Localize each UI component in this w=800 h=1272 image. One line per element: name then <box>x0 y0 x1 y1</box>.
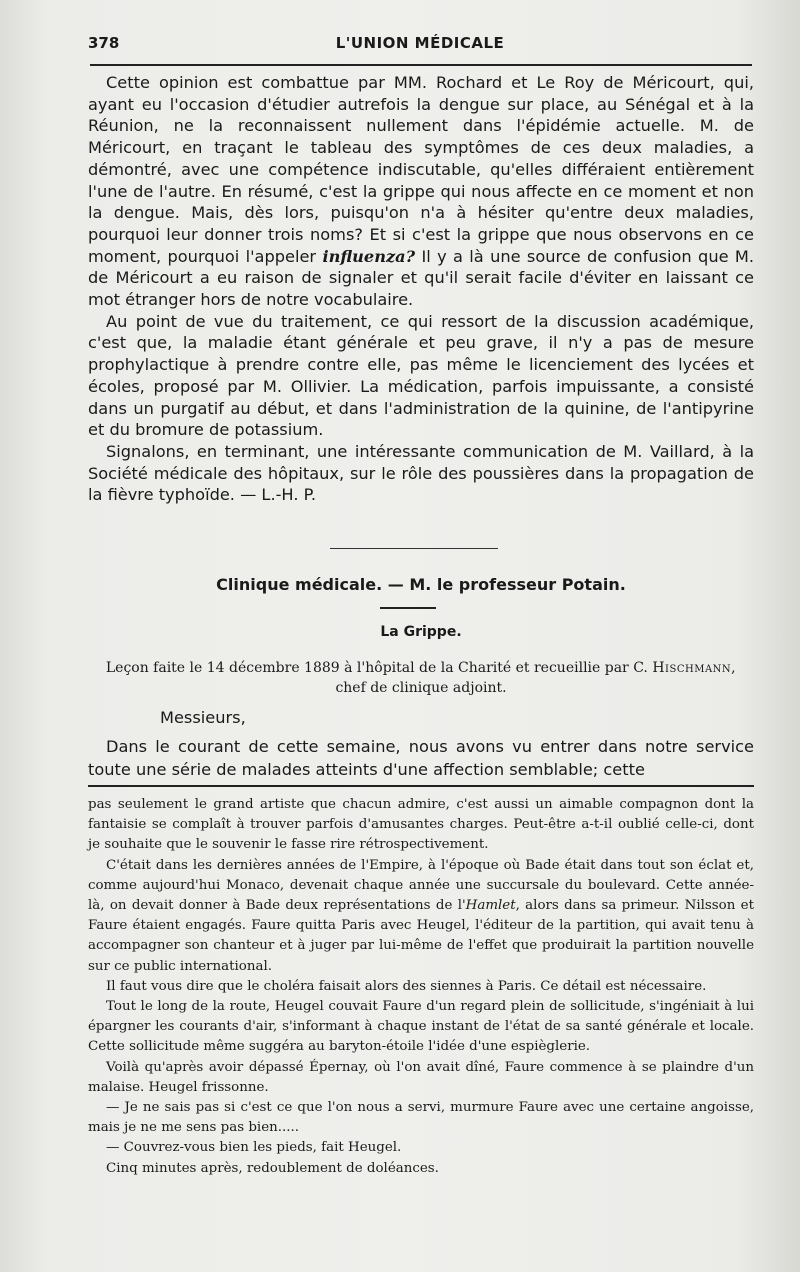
credit-text: Leçon faite le 14 décembre 1889 à l'hôpital de la Charité et recueillie par C. <box>105 660 653 676</box>
footnote-paragraph: Tout le long de la route, Heugel couvait Faure d'un regard plein de sollicitude, s'ingéniait à lui épargner les courants d'air, s'informant à chaque instant de l'état de sa santé générale et locale. Cette sollicitude même suggéra au baryton-étoile l'idée d'une espièglerie. <box>88 999 754 1055</box>
footnote-paragraph: — Je ne sais pas si c'est ce que l'on nous a servi, murmure Faure avec une certaine angoisse, mais je ne me sens pas bien..... <box>88 1100 754 1136</box>
footnote-paragraph: Cinq minutes après, redoublement de doléances. <box>106 1160 439 1176</box>
running-title: L'UNION MÉDICALE <box>335 34 505 52</box>
salutation: Messieurs, <box>160 708 246 727</box>
lecture-text <box>88 706 754 781</box>
lesson-title: La Grippe. <box>380 624 462 640</box>
italic-title: Hamlet <box>465 898 516 914</box>
paragraph-text: Cette opinion est combattue par MM. Rochard et Le Roy de Méricourt, qui, ayant eu l'occasion d'étudier autrefois la dengue sur place, au Sénégal et à la Réunion, ne la reconnaissent nullement dans l'épidémie actuelle. M. de Méricourt, en traçant le tableau des symptômes de ces deux maladies, a démontré, avec une compétence indiscutable, qu'elles différaient entièrement l'une de l'autre. En résumé, c'est la grippe qui nous affecte en ce moment et non la dengue. Mais, dès lors, puisqu'on n'a à hésiter qu'entre deux maladies, pourquoi leur donner trois noms? Et si c'est la grippe que nous observons en ce moment, pourquoi l'appeler <box>88 73 754 266</box>
separator-rule <box>330 548 498 549</box>
paragraph <box>88 72 754 311</box>
main-text <box>88 72 754 506</box>
header-rule <box>90 64 752 66</box>
footnote-paragraph <box>88 856 754 977</box>
paragraph: Au point de vue du traitement, ce qui ressort de la discussion académique, c'est que, la maladie étant générale et peu grave, il n'y a pas de mesure prophylactique à prendre contre elle, pas même le licenciement des lycées et écoles, proposé par M. Ollivier. La médication, parfois impuissante, a consisté dans un purgatif au début, et dans l'administration de la quinine, de l'antipyrine et du bromure de potassium. <box>88 311 754 440</box>
footnote-text: , alors dans sa primeur. Nilsson et Faure étaient engagés. Faure quitta Paris avec Heugel, l'éditeur de la partition, qui avait tenu à accompagner son chanteur et à juger par lui-même de l'effet que produirait la partition nouvelle sur ce public international. <box>88 898 754 974</box>
footnote-text: C'était dans les dernières années de l'Empire, à l'époque où Bade était dans tout son éclat et, comme aujourd'hui Monaco, devenait chaque année une succursale du boulevard. Cette année-là, on devait donner à Bade deux représentations de l' <box>88 857 754 914</box>
footnote-paragraph: Voilà qu'après avoir dépassé Épernay, où l'on avait dîné, Faure commence à se plaindre d'un malaise. Heugel frissonne. <box>88 1059 754 1095</box>
page-header <box>88 32 752 58</box>
footnote <box>88 795 754 1179</box>
section-title: Clinique médicale. — M. le professeur Potain. <box>216 575 626 594</box>
italic-term: influenza? <box>322 246 416 266</box>
paragraph: Signalons, en terminant, une intéressante communication de M. Vaillard, à la Société médicale des hôpitaux, sur le rôle des poussières dans la propagation de la fièvre typhoïde. — L.-H. P. <box>88 441 754 505</box>
footnote-paragraph: pas seulement le grand artiste que chacun admire, c'est aussi un aimable compagnon dont la fantaisie se complaît à trouver parfois d'amusantes charges. Peut-être a-t-il oublié celle-ci, dont je souhaite que le souvenir le fasse rire rétrospectivement. <box>88 797 754 853</box>
credit-role: chef de clinique adjoint. <box>335 680 507 696</box>
lecture-paragraph: Dans le courant de cette semaine, nous avons vu entrer dans notre service toute une série de malades atteints d'une affection semblable; cette <box>88 737 754 779</box>
footnote-paragraph: — Couvrez-vous bien les pieds, fait Heugel. <box>106 1140 402 1156</box>
credit-name: Hischmann, <box>652 660 737 676</box>
lesson-credit <box>88 658 754 698</box>
footnote-paragraph: Il faut vous dire que le choléra faisait alors des siennes à Paris. Ce détail est nécessaire. <box>106 978 707 994</box>
section-rule <box>380 607 436 609</box>
paragraph-text: Il y a là une source de confusion que M. de Méricourt a eu raison de signaler et qu'il serait facile d'éviter en laissant ce mot étranger hors de notre vocabulaire. <box>88 246 754 310</box>
page-number: 378 <box>88 34 120 52</box>
footnote-rule <box>88 785 754 787</box>
